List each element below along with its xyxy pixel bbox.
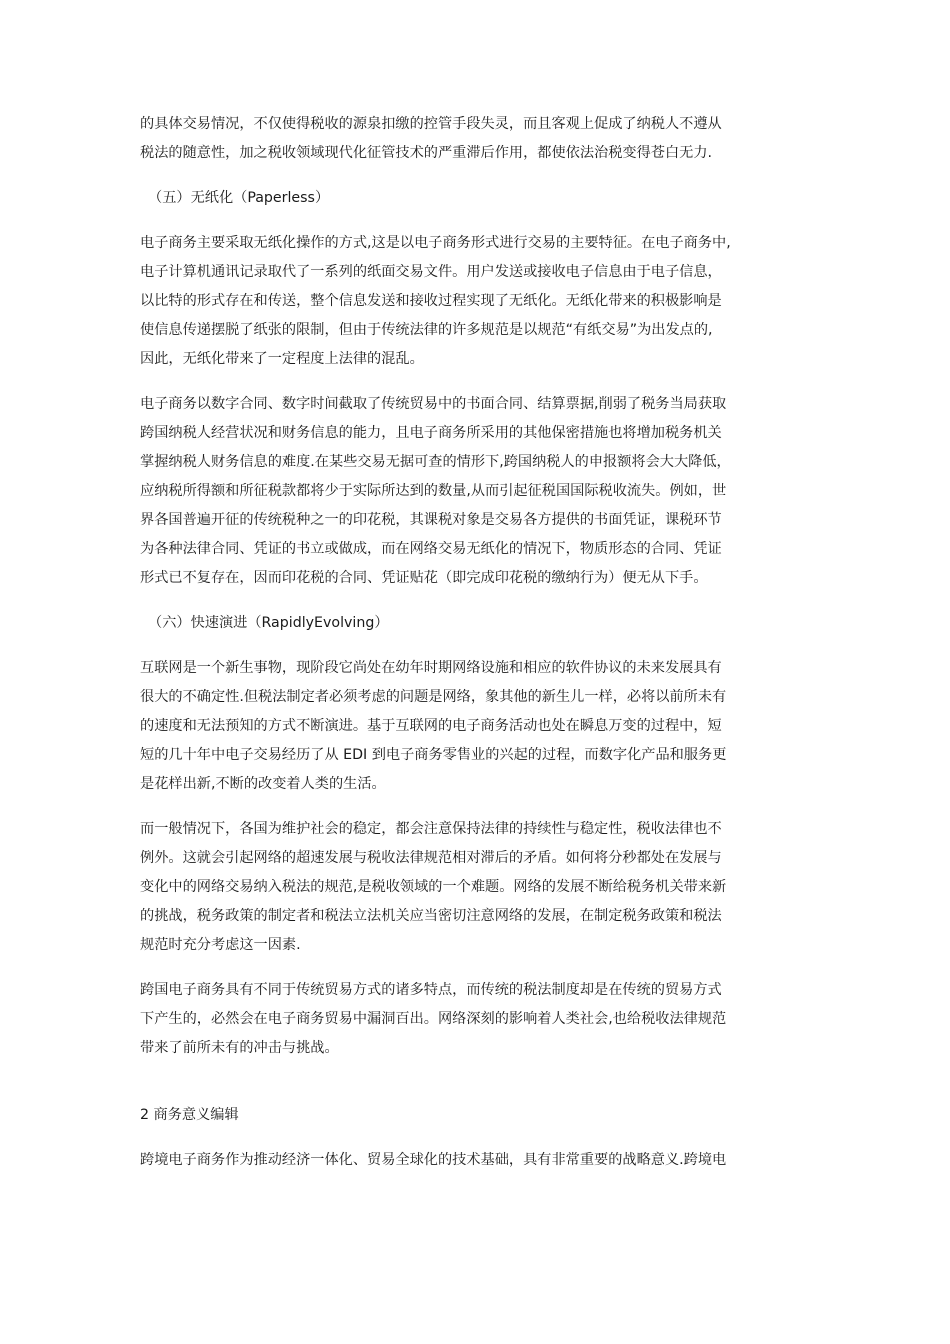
paragraph-strategic-significance [140, 1146, 810, 1175]
paragraph-line: 规范时充分考虑这一因素. [140, 937, 301, 953]
paragraph-line: 而一般情况下，各国为维护社会的稳定，都会注意保持法律的持续性与稳定性，税收法律也不 [140, 821, 722, 837]
paragraph-law-stability [140, 815, 810, 960]
paragraph-paperless-operation [140, 229, 810, 374]
paragraph-line: 电子计算机通讯记录取代了一系列的纸面交易文件。用户发送或接收电子信息由于电子信息， [140, 264, 722, 280]
paragraph-line: 以比特的形式存在和传送，整个信息发送和接收过程实现了无纸化。无纸化带来的积极影响是 [140, 293, 722, 309]
paragraph-tax-withholding [140, 110, 810, 168]
paragraph-cross-border-challenges [140, 976, 810, 1063]
paragraph-line: 为各种法律合同、凭证的书立或做成，而在网络交易无纸化的情况下，物质形态的合同、凭证 [140, 541, 722, 557]
paragraph-line: 跨国电子商务具有不同于传统贸易方式的诸多特点，而传统的税法制度却是在传统的贸易方式 [140, 982, 722, 998]
paragraph-line: 电子商务以数字合同、数字时间截取了传统贸易中的书面合同、结算票据,削弱了税务当局获取 [140, 396, 727, 412]
paragraph-line: 跨国纳税人经营状况和财务信息的能力，且电子商务所采用的其他保密措施也将增加税务机关 [140, 425, 722, 441]
paragraph-line: 因此，无纸化带来了一定程度上法律的混乱。 [140, 351, 424, 367]
paragraph-digital-contracts [140, 390, 810, 593]
section-heading-business-significance: 2 商务意义编辑 [140, 1107, 239, 1123]
paragraph-line: 掌握纳税人财务信息的难度.在某些交易无据可查的情形下,跨国纳税人的申报额将会大大降低， [140, 454, 731, 470]
paragraph-line: 形式已不复存在，因而印花税的合同、凭证贴花（即完成印花税的缴纳行为）便无从下手。 [140, 570, 708, 586]
subheading-rapidly-evolving: （六）快速演进（RapidlyEvolving） [148, 615, 389, 631]
subheading-paperless: （五）无纸化（Paperless） [148, 190, 330, 206]
paragraph-line: 下产生的，必然会在电子商务贸易中漏洞百出。网络深刻的影响着人类社会,也给税收法律规范 [140, 1011, 727, 1027]
paragraph-internet-new-thing [140, 654, 810, 799]
paragraph-line: 变化中的网络交易纳入税法的规范,是税收领域的一个难题。网络的发展不断给税务机关带来新 [140, 879, 727, 895]
paragraph-line: 互联网是一个新生事物，现阶段它尚处在幼年时期网络设施和相应的软件协议的未来发展具有 [140, 660, 722, 676]
paragraph-line: 例外。这就会引起网络的超速发展与税收法律规范相对滞后的矛盾。如何将分秒都处在发展与 [140, 850, 722, 866]
paragraph-line: 短的几十年中电子交易经历了从 EDI 到电子商务零售业的兴起的过程，而数字化产品和服务更 [140, 747, 727, 763]
paragraph-line: 很大的不确定性.但税法制定者必须考虑的问题是网络，象其他的新生儿一样，必将以前所未有 [140, 689, 727, 705]
paragraph-line: 使信息传递摆脱了纸张的限制，但由于传统法律的许多规范是以规范“有纸交易”为出发点的, [140, 322, 713, 338]
paragraph-line: 带来了前所未有的冲击与挑战。 [140, 1040, 339, 1056]
paragraph-line: 的挑战，税务政策的制定者和税法立法机关应当密切注意网络的发展，在制定税务政策和税法 [140, 908, 722, 924]
paragraph-line: 的速度和无法预知的方式不断演进。基于互联网的电子商务活动也处在瞬息万变的过程中，短 [140, 718, 722, 734]
paragraph-line: 税法的随意性，加之税收领域现代化征管技术的严重滞后作用，都使依法治税变得苍白无力. [140, 145, 713, 161]
paragraph-line: 的具体交易情况，不仅使得税收的源泉扣缴的控管手段失灵，而且客观上促成了纳税人不遵从 [140, 116, 722, 132]
paragraph-line: 应纳税所得额和所征税款都将少于实际所达到的数量,从而引起征税国国际税收流失。例如，世 [140, 483, 727, 499]
paragraph-line: 界各国普遍开征的传统税种之一的印花税，其课税对象是交易各方提供的书面凭证，课税环节 [140, 512, 722, 528]
paragraph-line: 电子商务主要采取无纸化操作的方式,这是以电子商务形式进行交易的主要特征。在电子商务中, [140, 235, 731, 251]
document-page [140, 110, 810, 1191]
paragraph-line: 是花样出新,不断的改变着人类的生活。 [140, 776, 386, 792]
paragraph-line: 跨境电子商务作为推动经济一体化、贸易全球化的技术基础，具有非常重要的战略意义.跨境电 [140, 1152, 727, 1168]
